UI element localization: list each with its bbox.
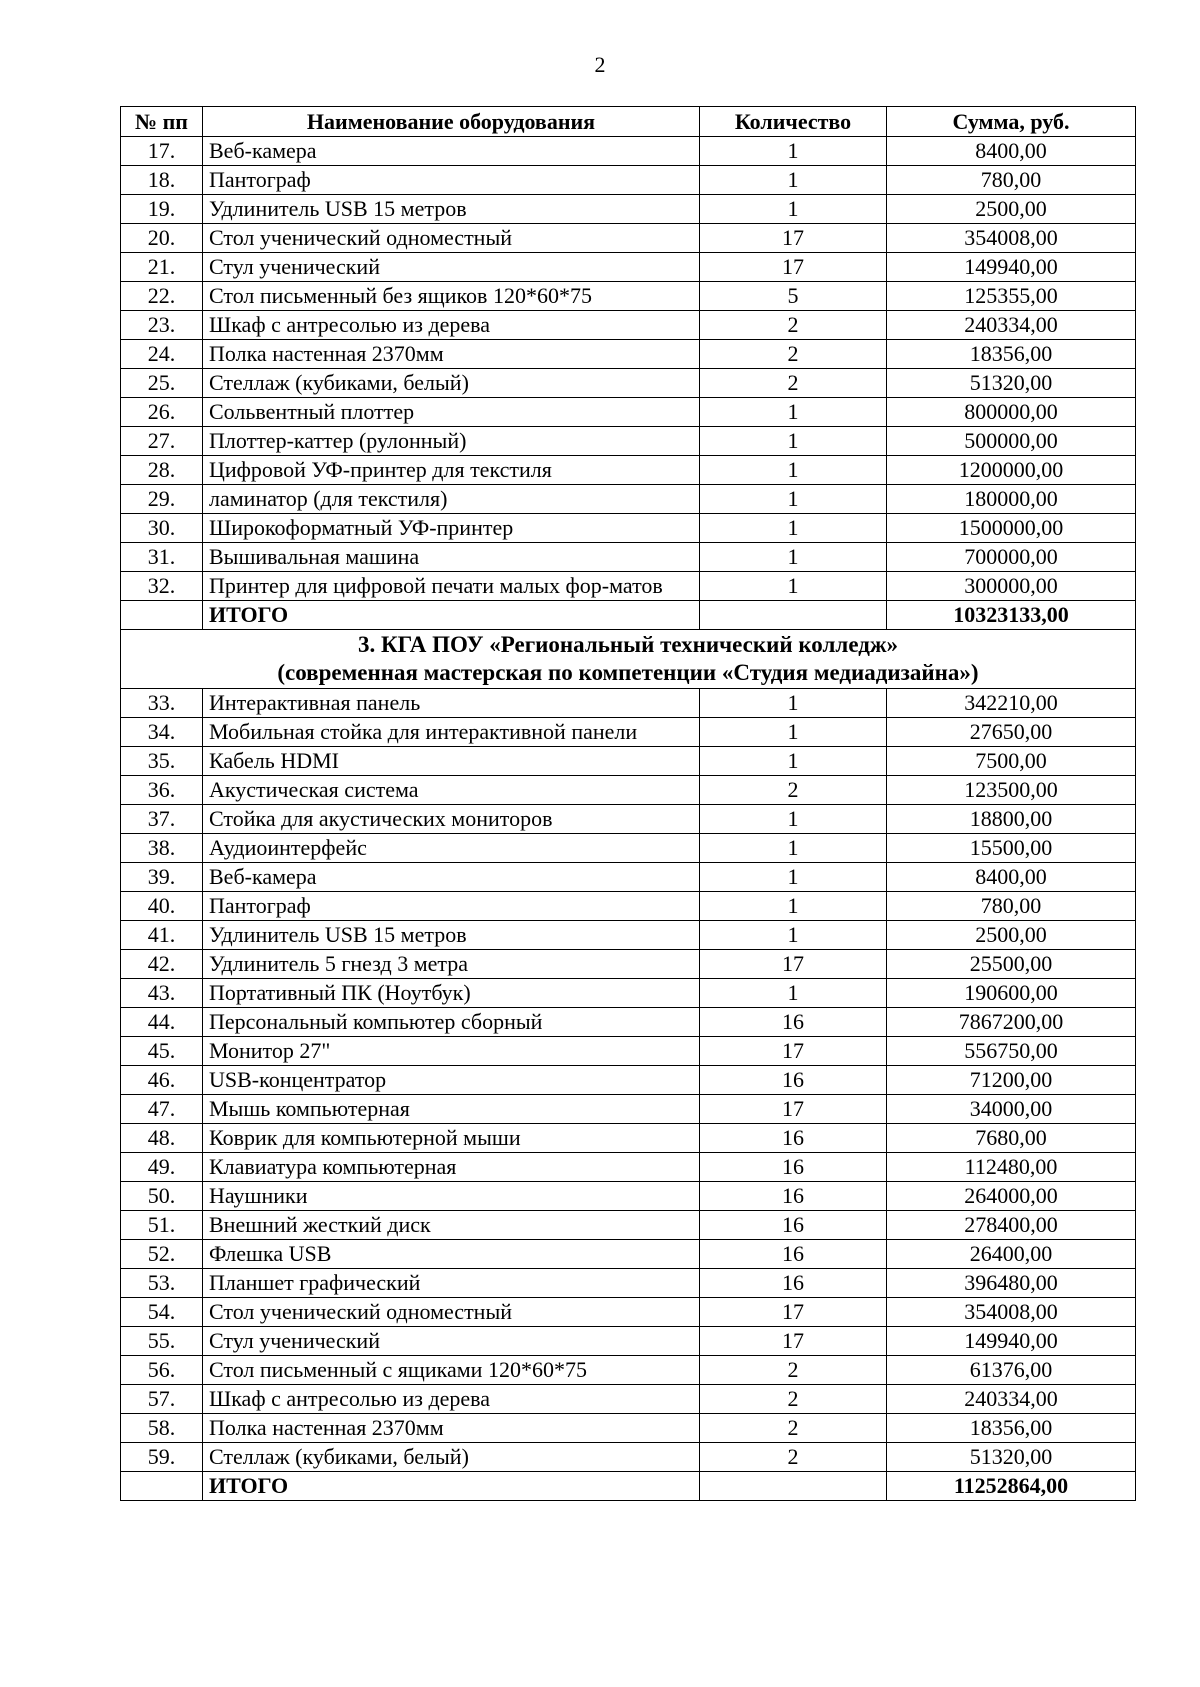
row-number: 47. <box>121 1095 203 1124</box>
row-number: 21. <box>121 253 203 282</box>
block1-rows <box>121 137 1136 601</box>
row-name: Флешка USB <box>203 1240 700 1269</box>
row-number: 27. <box>121 427 203 456</box>
row-number: 25. <box>121 369 203 398</box>
row-sum: 112480,00 <box>887 1153 1136 1182</box>
row-number: 24. <box>121 340 203 369</box>
row-sum: 71200,00 <box>887 1066 1136 1095</box>
row-sum: 500000,00 <box>887 427 1136 456</box>
table-row <box>121 456 1136 485</box>
row-quantity: 17 <box>700 1298 887 1327</box>
row-number: 58. <box>121 1414 203 1443</box>
row-quantity: 1 <box>700 979 887 1008</box>
row-sum: 18800,00 <box>887 805 1136 834</box>
total-empty-cell <box>121 601 203 630</box>
row-name: Веб-камера <box>203 863 700 892</box>
row-sum: 780,00 <box>887 166 1136 195</box>
total-label: ИТОГО <box>203 601 700 630</box>
row-quantity: 17 <box>700 1037 887 1066</box>
row-name: Коврик для компьютерной мыши <box>203 1124 700 1153</box>
row-quantity: 1 <box>700 137 887 166</box>
row-quantity: 1 <box>700 718 887 747</box>
row-number: 52. <box>121 1240 203 1269</box>
row-quantity: 1 <box>700 456 887 485</box>
row-sum: 8400,00 <box>887 137 1136 166</box>
row-number: 54. <box>121 1298 203 1327</box>
row-sum: 300000,00 <box>887 572 1136 601</box>
row-quantity: 16 <box>700 1269 887 1298</box>
row-sum: 278400,00 <box>887 1211 1136 1240</box>
table-row <box>121 369 1136 398</box>
row-name: Планшет графический <box>203 1269 700 1298</box>
row-number: 20. <box>121 224 203 253</box>
row-quantity: 2 <box>700 340 887 369</box>
section-heading <box>121 630 1136 689</box>
row-number: 32. <box>121 572 203 601</box>
row-sum: 354008,00 <box>887 224 1136 253</box>
row-number: 19. <box>121 195 203 224</box>
table-row <box>121 137 1136 166</box>
row-quantity: 16 <box>700 1124 887 1153</box>
row-sum: 7500,00 <box>887 747 1136 776</box>
row-name: Монитор 27" <box>203 1037 700 1066</box>
row-name: Веб-камера <box>203 137 700 166</box>
total-sum: 10323133,00 <box>887 601 1136 630</box>
table-row <box>121 950 1136 979</box>
row-number: 18. <box>121 166 203 195</box>
table-row <box>121 805 1136 834</box>
row-name: Аудиоинтерфейс <box>203 834 700 863</box>
row-sum: 240334,00 <box>887 1385 1136 1414</box>
row-number: 33. <box>121 689 203 718</box>
row-name: Мышь компьютерная <box>203 1095 700 1124</box>
row-sum: 34000,00 <box>887 1095 1136 1124</box>
table-row <box>121 1240 1136 1269</box>
row-quantity: 16 <box>700 1240 887 1269</box>
block2-rows <box>121 689 1136 1472</box>
table-row <box>121 543 1136 572</box>
row-number: 59. <box>121 1443 203 1472</box>
table-row <box>121 1095 1136 1124</box>
row-quantity: 1 <box>700 834 887 863</box>
row-name: Акустическая система <box>203 776 700 805</box>
row-quantity: 1 <box>700 543 887 572</box>
row-name: Сольвентный плоттер <box>203 398 700 427</box>
row-number: 17. <box>121 137 203 166</box>
table-row <box>121 1008 1136 1037</box>
total-empty-cell <box>700 1472 887 1501</box>
row-quantity: 2 <box>700 1356 887 1385</box>
row-name: USB-концентратор <box>203 1066 700 1095</box>
row-quantity: 1 <box>700 398 887 427</box>
row-sum: 2500,00 <box>887 921 1136 950</box>
row-name: Стул ученический <box>203 1327 700 1356</box>
row-quantity: 2 <box>700 311 887 340</box>
row-number: 46. <box>121 1066 203 1095</box>
table-row <box>121 1182 1136 1211</box>
row-name: Шкаф с антресолью из дерева <box>203 1385 700 1414</box>
header-name: Наименование оборудования <box>203 107 700 137</box>
row-quantity: 1 <box>700 485 887 514</box>
row-name: Стойка для акустических мониторов <box>203 805 700 834</box>
row-name: Стол ученический одноместный <box>203 224 700 253</box>
row-number: 50. <box>121 1182 203 1211</box>
row-name: Шкаф с антресолью из дерева <box>203 311 700 340</box>
table-row <box>121 166 1136 195</box>
table-row <box>121 1211 1136 1240</box>
row-sum: 61376,00 <box>887 1356 1136 1385</box>
table-row <box>121 1443 1136 1472</box>
row-number: 35. <box>121 747 203 776</box>
row-name: Принтер для цифровой печати малых фор-матов <box>203 572 700 601</box>
row-sum: 51320,00 <box>887 369 1136 398</box>
table-row <box>121 834 1136 863</box>
row-quantity: 16 <box>700 1153 887 1182</box>
row-name: Удлинитель USB 15 метров <box>203 195 700 224</box>
row-number: 31. <box>121 543 203 572</box>
row-number: 42. <box>121 950 203 979</box>
row-sum: 2500,00 <box>887 195 1136 224</box>
row-quantity: 1 <box>700 863 887 892</box>
row-name: Портативный ПК (Ноутбук) <box>203 979 700 1008</box>
row-number: 36. <box>121 776 203 805</box>
block1-total-row <box>121 601 1136 630</box>
total-sum: 11252864,00 <box>887 1472 1136 1501</box>
header-sum: Сумма, руб. <box>887 107 1136 137</box>
row-quantity: 5 <box>700 282 887 311</box>
row-number: 53. <box>121 1269 203 1298</box>
row-sum: 396480,00 <box>887 1269 1136 1298</box>
row-quantity: 1 <box>700 747 887 776</box>
row-quantity: 2 <box>700 369 887 398</box>
table-row <box>121 195 1136 224</box>
block2-total-row <box>121 1472 1136 1501</box>
row-quantity: 17 <box>700 253 887 282</box>
row-sum: 51320,00 <box>887 1443 1136 1472</box>
row-sum: 7867200,00 <box>887 1008 1136 1037</box>
row-quantity: 1 <box>700 166 887 195</box>
row-sum: 18356,00 <box>887 1414 1136 1443</box>
row-sum: 700000,00 <box>887 543 1136 572</box>
table-row <box>121 1298 1136 1327</box>
row-quantity: 1 <box>700 572 887 601</box>
table-row <box>121 776 1136 805</box>
row-quantity: 2 <box>700 776 887 805</box>
row-name: Стол письменный без ящиков 120*60*75 <box>203 282 700 311</box>
row-name: Пантограф <box>203 892 700 921</box>
row-number: 45. <box>121 1037 203 1066</box>
row-number: 40. <box>121 892 203 921</box>
row-sum: 149940,00 <box>887 1327 1136 1356</box>
table-row <box>121 863 1136 892</box>
row-sum: 1500000,00 <box>887 514 1136 543</box>
row-sum: 123500,00 <box>887 776 1136 805</box>
row-sum: 25500,00 <box>887 950 1136 979</box>
row-number: 22. <box>121 282 203 311</box>
row-number: 23. <box>121 311 203 340</box>
table-row <box>121 253 1136 282</box>
row-name: Плоттер-каттер (рулонный) <box>203 427 700 456</box>
row-sum: 800000,00 <box>887 398 1136 427</box>
total-empty-cell <box>700 601 887 630</box>
row-sum: 8400,00 <box>887 863 1136 892</box>
row-number: 29. <box>121 485 203 514</box>
table-header-row <box>121 107 1136 137</box>
row-quantity: 16 <box>700 1008 887 1037</box>
row-quantity: 1 <box>700 921 887 950</box>
row-sum: 125355,00 <box>887 282 1136 311</box>
row-number: 39. <box>121 863 203 892</box>
table-row <box>121 1269 1136 1298</box>
row-number: 30. <box>121 514 203 543</box>
row-sum: 18356,00 <box>887 340 1136 369</box>
section-heading-line1: 3. КГА ПОУ «Региональный технический колледж» <box>357 632 899 657</box>
row-name: Стеллаж (кубиками, белый) <box>203 369 700 398</box>
row-quantity: 16 <box>700 1182 887 1211</box>
row-sum: 15500,00 <box>887 834 1136 863</box>
table-row <box>121 1327 1136 1356</box>
row-name: Внешний жесткий диск <box>203 1211 700 1240</box>
row-name: Стол ученический одноместный <box>203 1298 700 1327</box>
table-row <box>121 1385 1136 1414</box>
row-sum: 780,00 <box>887 892 1136 921</box>
table-row <box>121 1066 1136 1095</box>
table-row <box>121 747 1136 776</box>
table-row <box>121 514 1136 543</box>
table-row <box>121 689 1136 718</box>
row-name: Интерактивная панель <box>203 689 700 718</box>
row-sum: 27650,00 <box>887 718 1136 747</box>
table-row <box>121 398 1136 427</box>
row-number: 44. <box>121 1008 203 1037</box>
equipment-table <box>120 106 1136 1501</box>
row-sum: 190600,00 <box>887 979 1136 1008</box>
row-sum: 7680,00 <box>887 1124 1136 1153</box>
row-sum: 556750,00 <box>887 1037 1136 1066</box>
table-row <box>121 979 1136 1008</box>
row-name: Удлинитель 5 гнезд 3 метра <box>203 950 700 979</box>
row-name: Мобильная стойка для интерактивной панели <box>203 718 700 747</box>
header-qty: Количество <box>700 107 887 137</box>
total-empty-cell <box>121 1472 203 1501</box>
row-sum: 264000,00 <box>887 1182 1136 1211</box>
row-name: Стол письменный с ящиками 120*60*75 <box>203 1356 700 1385</box>
row-number: 49. <box>121 1153 203 1182</box>
row-sum: 26400,00 <box>887 1240 1136 1269</box>
row-quantity: 16 <box>700 1066 887 1095</box>
table-row <box>121 1356 1136 1385</box>
row-name: Удлинитель USB 15 метров <box>203 921 700 950</box>
page-number: 2 <box>594 52 606 77</box>
row-name: Широкоформатный УФ-принтер <box>203 514 700 543</box>
row-quantity: 1 <box>700 195 887 224</box>
row-name: Кабель HDMI <box>203 747 700 776</box>
row-sum: 354008,00 <box>887 1298 1136 1327</box>
row-sum: 1200000,00 <box>887 456 1136 485</box>
row-sum: 180000,00 <box>887 485 1136 514</box>
table-row <box>121 892 1136 921</box>
row-name: Полка настенная 2370мм <box>203 340 700 369</box>
table-row <box>121 311 1136 340</box>
row-quantity: 17 <box>700 1095 887 1124</box>
row-quantity: 2 <box>700 1414 887 1443</box>
row-quantity: 17 <box>700 224 887 253</box>
table-row <box>121 572 1136 601</box>
row-sum: 240334,00 <box>887 311 1136 340</box>
row-name: Цифровой УФ-принтер для текстиля <box>203 456 700 485</box>
total-label: ИТОГО <box>203 1472 700 1501</box>
row-name: Вышивальная машина <box>203 543 700 572</box>
row-number: 48. <box>121 1124 203 1153</box>
section-heading-row <box>121 630 1136 689</box>
row-number: 28. <box>121 456 203 485</box>
table-row <box>121 485 1136 514</box>
row-sum: 342210,00 <box>887 689 1136 718</box>
table-row <box>121 282 1136 311</box>
row-name: ламинатор (для текстиля) <box>203 485 700 514</box>
row-quantity: 2 <box>700 1385 887 1414</box>
row-number: 41. <box>121 921 203 950</box>
row-number: 57. <box>121 1385 203 1414</box>
row-quantity: 2 <box>700 1443 887 1472</box>
table-row <box>121 1153 1136 1182</box>
row-quantity: 1 <box>700 805 887 834</box>
table-row <box>121 921 1136 950</box>
row-quantity: 16 <box>700 1211 887 1240</box>
row-name: Стул ученический <box>203 253 700 282</box>
row-name: Пантограф <box>203 166 700 195</box>
table-row <box>121 1124 1136 1153</box>
row-number: 51. <box>121 1211 203 1240</box>
row-sum: 149940,00 <box>887 253 1136 282</box>
table-row <box>121 224 1136 253</box>
table-row <box>121 1414 1136 1443</box>
row-quantity: 1 <box>700 514 887 543</box>
row-name: Клавиатура компьютерная <box>203 1153 700 1182</box>
row-number: 34. <box>121 718 203 747</box>
table-row <box>121 718 1136 747</box>
row-name: Наушники <box>203 1182 700 1211</box>
row-quantity: 1 <box>700 427 887 456</box>
row-number: 26. <box>121 398 203 427</box>
row-number: 37. <box>121 805 203 834</box>
row-quantity: 17 <box>700 1327 887 1356</box>
row-number: 55. <box>121 1327 203 1356</box>
section-heading-line2: (современная мастерская по компетенции «Студия медиадизайна») <box>277 660 979 685</box>
row-quantity: 1 <box>700 892 887 921</box>
table-row <box>121 1037 1136 1066</box>
row-name: Персональный компьютер сборный <box>203 1008 700 1037</box>
row-name: Стеллаж (кубиками, белый) <box>203 1443 700 1472</box>
row-number: 38. <box>121 834 203 863</box>
row-number: 56. <box>121 1356 203 1385</box>
row-name: Полка настенная 2370мм <box>203 1414 700 1443</box>
table-row <box>121 340 1136 369</box>
row-quantity: 1 <box>700 689 887 718</box>
header-num: № пп <box>121 107 203 137</box>
row-quantity: 17 <box>700 950 887 979</box>
row-number: 43. <box>121 979 203 1008</box>
table-row <box>121 427 1136 456</box>
